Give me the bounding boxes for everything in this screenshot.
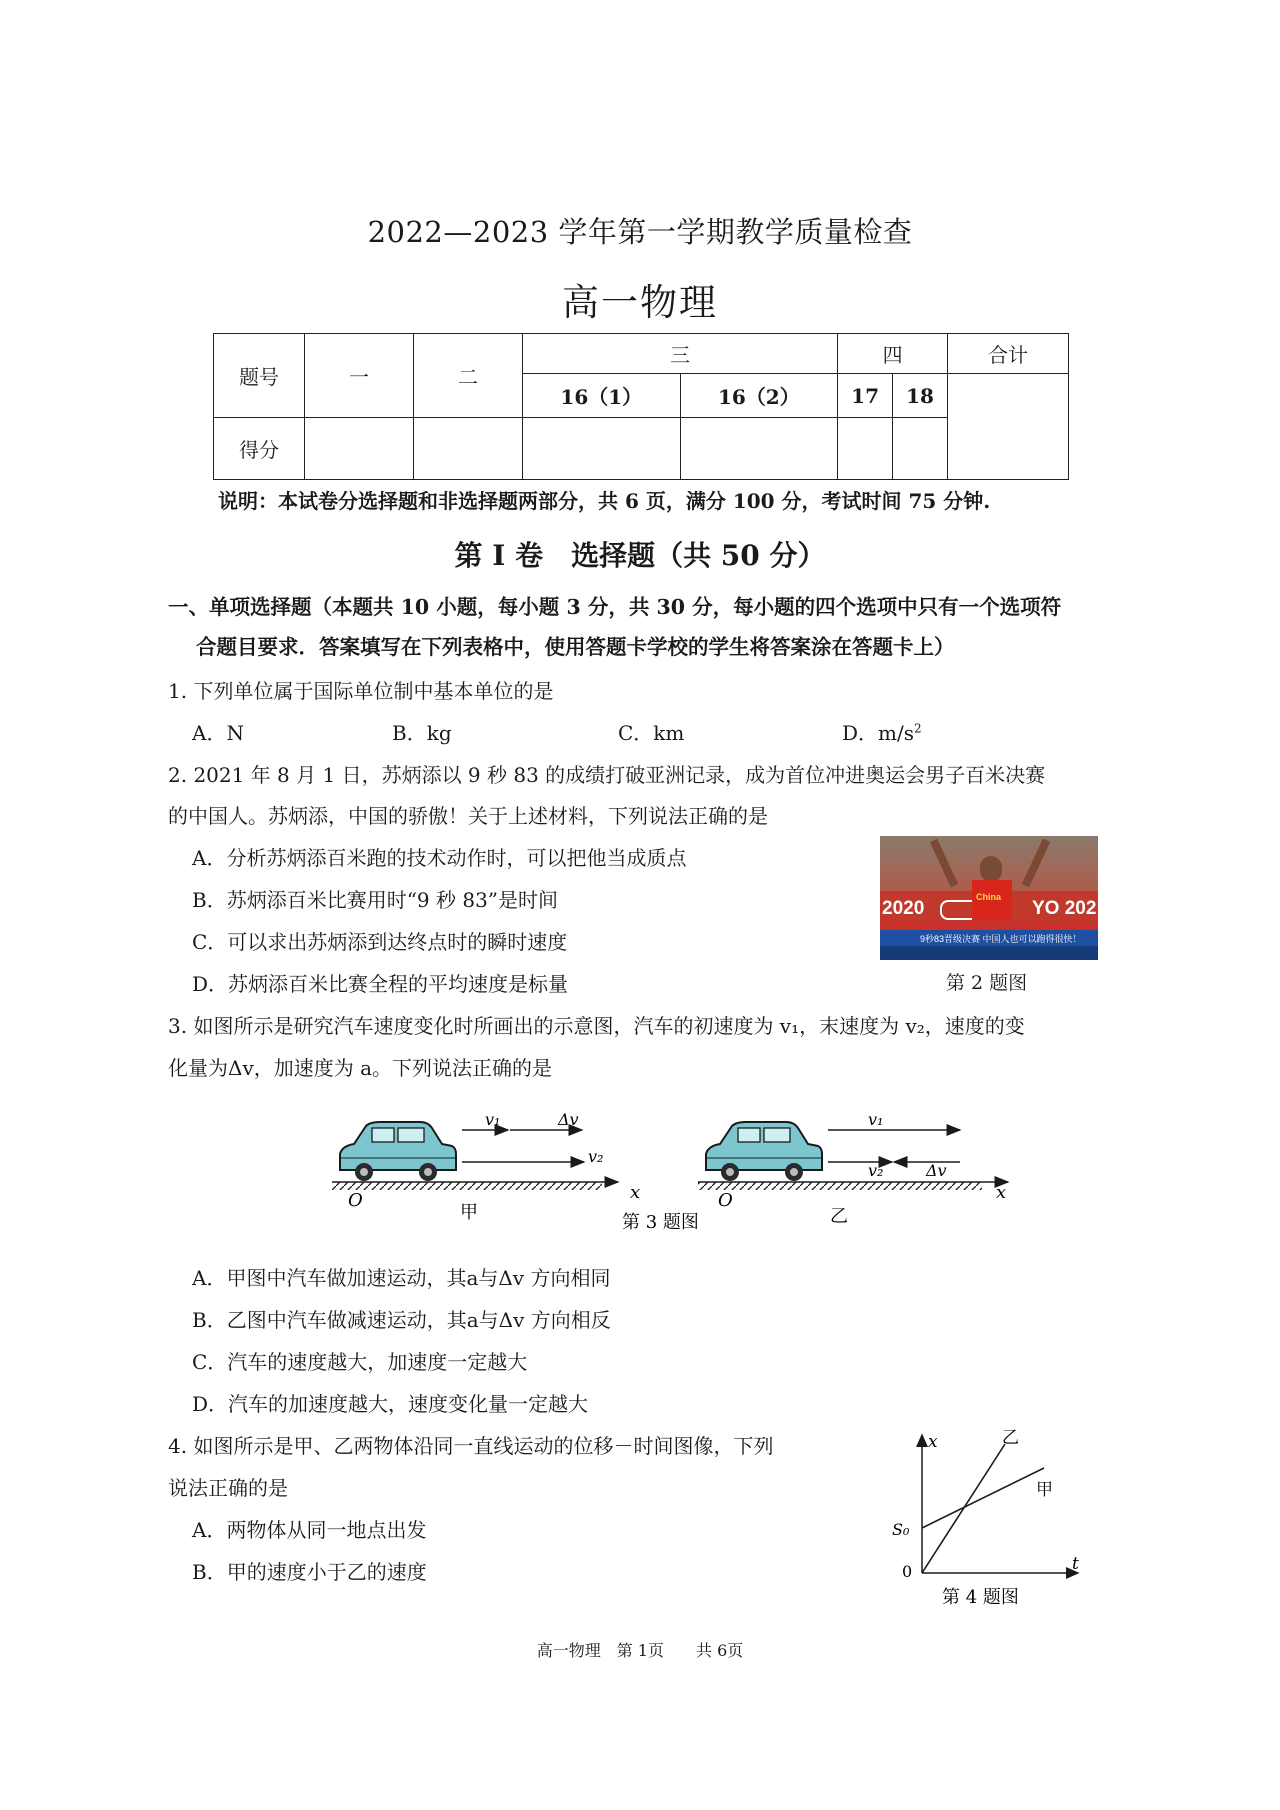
exam-title: 2022—2023 学年第一学期教学质量检查 — [367, 215, 913, 249]
yi-label: 乙 — [830, 1206, 848, 1227]
q3-diagram — [320, 1098, 1020, 1238]
jia-label-v2: v₂ — [588, 1147, 604, 1166]
q1-option-c: C．km — [618, 721, 685, 745]
label-question-number: 题号 — [214, 334, 305, 418]
footer-page: 第 1页 — [616, 1641, 664, 1660]
page-footer — [0, 1638, 1280, 1661]
q4-label-s0: S₀ — [892, 1520, 910, 1539]
photo-olympic-text-left: 2020 — [882, 898, 925, 919]
q4-xt-graph — [880, 1425, 1100, 1615]
q4-option-a: A．两物体从同一地点出发 — [192, 1518, 427, 1542]
q1-stem: 1. 下列单位属于国际单位制中基本单位的是 — [168, 679, 554, 703]
yi-label-v1: v₁ — [868, 1110, 884, 1129]
col-17: 17 — [838, 374, 893, 418]
photo-olympic-text-right: YO 202 — [1032, 898, 1097, 919]
car-jia — [340, 1122, 456, 1181]
q4-option-b: B．甲的速度小于乙的速度 — [192, 1560, 427, 1584]
score-cell-17 — [838, 418, 893, 480]
q4-caption: 第 4 题图 — [942, 1587, 1019, 1608]
col-part-4: 四 — [838, 334, 948, 374]
yi-label-x: x — [996, 1182, 1007, 1203]
q4-label-zero: 0 — [902, 1562, 913, 1581]
q3-option-c: C．汽车的速度越大，加速度一定越大 — [192, 1350, 528, 1374]
section-title: 第 I 卷 选择题（共 50 分） — [454, 539, 826, 572]
q3-option-d: D．汽车的加速度越大，速度变化量一定越大 — [192, 1392, 589, 1416]
q3-stem-line2: 化量为Δv，加速度为 a。下列说法正确的是 — [168, 1056, 553, 1080]
part1-heading-line2: 合题目要求．答案填写在下列表格中，使用答题卡学校的学生将答案涂在答题卡上） — [196, 635, 955, 659]
part1-heading-line1: 一、单项选择题（本题共 10 小题，每小题 3 分，共 30 分，每小题的四个选项中只有一个选项符 — [168, 595, 1062, 619]
col-part-3: 三 — [523, 334, 838, 374]
jia-label: 甲 — [460, 1202, 478, 1223]
score-cell-1 — [305, 418, 414, 480]
q2-option-b: B．苏炳添百米比赛用时“9 秒 83”是时间 — [192, 888, 559, 912]
jia-label-origin: O — [348, 1190, 363, 1211]
q4-line-yi — [922, 1444, 1005, 1573]
score-cell-16-2 — [680, 418, 838, 480]
footer-total: 共 6页 — [696, 1641, 744, 1660]
q2-photo — [880, 836, 1098, 960]
col-18: 18 — [893, 374, 948, 418]
q2-stem-line2: 的中国人。苏炳添，中国的骄傲！关于上述材料，下列说法正确的是 — [168, 804, 768, 828]
yi-label-dv: Δv — [926, 1161, 947, 1180]
yi-label-v2: v₂ — [868, 1161, 884, 1180]
q2-option-a: A．分析苏炳添百米跑的技术动作时，可以把他当成质点 — [192, 846, 687, 870]
jia-label-x: x — [630, 1182, 641, 1203]
q4-label-yi: 乙 — [1002, 1428, 1019, 1448]
yi-label-origin: O — [718, 1190, 733, 1211]
exam-instructions: 说明：本试卷分选择题和非选择题两部分，共 6 页，满分 100 分，考试时间 75 分钟. — [218, 489, 991, 513]
col-16-2: 16（2） — [680, 374, 838, 418]
q2-caption: 第 2 题图 — [946, 972, 1028, 994]
col-part-1: 一 — [305, 334, 414, 418]
col-total: 合计 — [948, 334, 1069, 374]
q4-label-x: x — [928, 1432, 938, 1452]
footer-subject: 高一物理 — [536, 1641, 601, 1660]
photo-banner-text: 9秒83晋级决赛 中国人也可以跑得很快！ — [920, 934, 1082, 944]
exam-subject: 高一物理 — [562, 281, 718, 324]
jia-label-v1: v₁ — [485, 1110, 501, 1129]
athlete-shirt-text: China — [976, 892, 1002, 902]
q2-option-d: D．苏炳添百米比赛全程的平均速度是标量 — [192, 972, 569, 996]
total-score-cell — [948, 374, 1069, 480]
label-score: 得分 — [214, 418, 305, 480]
jia-label-dv: Δv — [558, 1110, 579, 1129]
q3-option-b: B．乙图中汽车做减速运动，其a与Δv 方向相反 — [192, 1308, 611, 1332]
score-cell-18 — [893, 418, 948, 480]
q4-label-jia: 甲 — [1036, 1480, 1053, 1500]
car-yi — [706, 1122, 822, 1181]
score-cell-2 — [414, 418, 523, 480]
q2-stem-line1: 2. 2021 年 8 月 1 日，苏炳添以 9 秒 83 的成绩打破亚洲记录，成为首位冲进奥运会男子百米决赛 — [168, 763, 1046, 787]
score-cell-16-1 — [523, 418, 681, 480]
score-table — [213, 333, 1069, 480]
col-16-1: 16（1） — [523, 374, 681, 418]
q1-option-a: A．N — [192, 721, 244, 745]
q4-stem-line2: 说法正确的是 — [168, 1476, 288, 1500]
q3-stem-line1: 3. 如图所示是研究汽车速度变化时所画出的示意图，汽车的初速度为 v₁，末速度为 v₂，速度的变 — [168, 1014, 1025, 1038]
q2-option-c: C．可以求出苏炳添到达终点时的瞬时速度 — [192, 930, 568, 954]
q3-option-a: A．甲图中汽车做加速运动，其a与Δv 方向相同 — [192, 1266, 611, 1290]
q3-caption: 第 3 题图 — [622, 1212, 699, 1233]
col-part-2: 二 — [414, 334, 523, 418]
q4-stem-line1: 4. 如图所示是甲、乙两物体沿同一直线运动的位移－时间图像，下列 — [168, 1434, 774, 1458]
q1-option-b: B．kg — [392, 721, 452, 745]
q4-label-t: t — [1072, 1554, 1079, 1574]
q1-option-d: D．$m/s^2$ — [842, 721, 922, 745]
athlete-head — [980, 856, 1002, 882]
